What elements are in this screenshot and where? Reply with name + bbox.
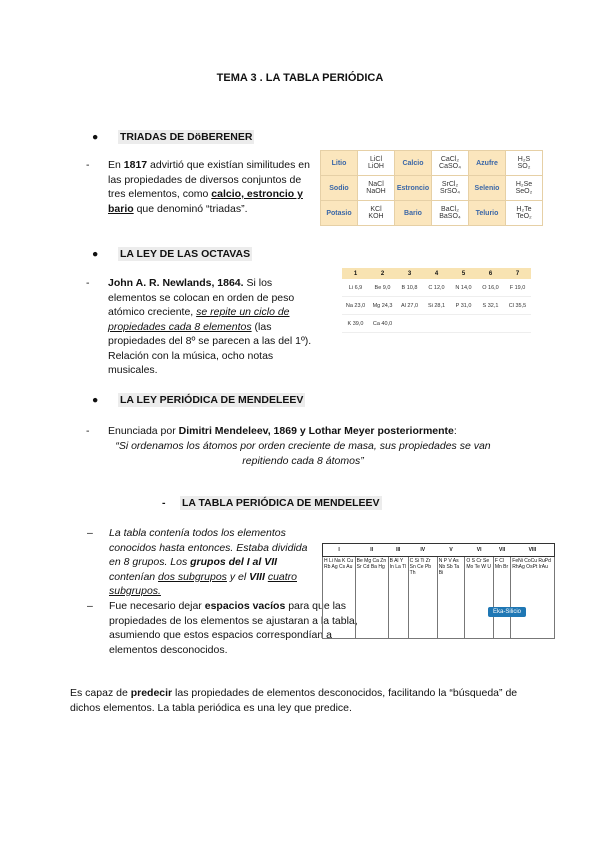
group-1: H Li Na K Cu Rb Ag Cs Au	[323, 557, 356, 639]
table-cell	[477, 315, 504, 333]
table-cell	[396, 315, 423, 333]
table-cell: Mg 24,3	[369, 297, 396, 315]
text: La tabla contenía todos los elementos conocidos hasta entonces. Estaba dividida en 8 grupos. Los	[109, 527, 308, 568]
authors: Dimitri Mendeleev, 1869 y Lothar Meyer posteriormente	[178, 425, 454, 437]
bold: predecir	[130, 687, 173, 699]
group-3: B Al Y In La Tl	[388, 557, 408, 639]
table-cell: Ca 40,0	[369, 315, 396, 333]
closing-paragraph	[70, 686, 530, 715]
column-header: 3	[396, 268, 423, 279]
table-row	[321, 176, 543, 201]
element-name: Calcio	[395, 151, 432, 176]
list-dash: -	[86, 159, 90, 171]
italic-underlined: dos subgrupos	[158, 570, 227, 583]
triads-table	[320, 150, 543, 226]
compound-formulas: SrCl₂ SrSO₄	[432, 176, 469, 201]
text: Si los elementos se colocan en orden de peso atómico creciente,	[108, 277, 295, 318]
table-row	[321, 151, 543, 176]
compound-formulas: LiCl LiOH	[358, 151, 395, 176]
table-row	[342, 315, 531, 333]
mendeleev-table-paragraph-1	[87, 526, 309, 599]
table-cell	[450, 315, 477, 333]
compound-formulas: H₂Se SeO₂	[506, 176, 543, 201]
group-header: I	[323, 544, 356, 557]
text: :	[453, 425, 457, 437]
section-heading-ley-periodica	[92, 394, 305, 406]
heading-text: LA LEY PERIÓDICA DE MENDELEEV	[120, 394, 304, 406]
table-cell: C 12,0	[423, 279, 450, 297]
text: que denominó “triadas”.	[133, 202, 248, 215]
heading-text: TRIADAS DE DöBERENER	[120, 131, 253, 143]
group-header: VIII	[511, 544, 555, 557]
column-header: 6	[477, 268, 504, 279]
table-row	[342, 279, 531, 297]
table-cell: P 31,0	[450, 297, 477, 315]
list-dash: –	[87, 600, 93, 612]
group-2: Be Mg Ca Zn Sr Cd Ba Hg	[355, 557, 388, 639]
heading-text: LA TABLA PERIÓDICA DE MENDELEEV	[182, 497, 380, 509]
element-name: Sodio	[321, 176, 358, 201]
italic-underlined: se repite un ciclo de propiedades cada 8 elementos	[108, 306, 290, 333]
element-name: Bario	[395, 201, 432, 226]
year: 1817	[123, 159, 148, 171]
group-header: II	[355, 544, 388, 557]
column-header: 4	[423, 268, 450, 279]
group-header: VI	[465, 544, 493, 557]
compound-formulas: H₂Te TeO₂	[506, 201, 543, 226]
group-header: VII	[493, 544, 510, 557]
group-5: N P V As Nb Sb Ta Bi	[437, 557, 465, 639]
group-8: FeNi CoCu RuPd RhAg OsPt IrAu	[511, 557, 555, 639]
table-cell: O 16,0	[477, 279, 504, 297]
column-header: 7	[504, 268, 531, 279]
mendeleev-law-paragraph	[86, 424, 528, 439]
text: Fue necesario dejar	[109, 600, 205, 612]
bullet-icon: ●	[92, 248, 99, 260]
mendeleev-table	[322, 543, 555, 639]
author-name: John A. R. Newlands, 1864.	[108, 277, 244, 289]
list-dash: –	[87, 527, 93, 539]
list-dash: -	[162, 497, 166, 509]
bullet-icon: ●	[92, 131, 99, 143]
table-cell: S 32,1	[477, 297, 504, 315]
text: En	[108, 159, 124, 171]
element-name: Potasio	[321, 201, 358, 226]
heading-text: LA LEY DE LAS OCTAVAS	[120, 248, 251, 260]
element-name: Selenio	[469, 176, 506, 201]
eka-silicio-callout: Eka-Silicio	[488, 607, 526, 617]
column-header: 5	[450, 268, 477, 279]
text: para que las propiedades de los elementos se ajustaran a la tabla, asumiendo que estos espacios correspondían a elementos desconocidos.	[109, 600, 358, 656]
table-cell: K 39,0	[342, 315, 369, 333]
bold-italic: VIII	[249, 570, 265, 583]
section-heading-tabla-mendeleev	[162, 497, 382, 509]
table-cell	[504, 315, 531, 333]
table-cell: Li 6,9	[342, 279, 369, 297]
group-header: IV	[408, 544, 437, 557]
text: contenían	[109, 570, 159, 583]
text: Enunciada por	[108, 425, 179, 437]
column-header: 2	[369, 268, 396, 279]
page-title: TEMA 3 . LA TABLA PERIÓDICA	[216, 72, 384, 84]
table-row	[342, 297, 531, 315]
table-cell: F 19,0	[504, 279, 531, 297]
compound-formulas: BaCl₂ BaSO₄	[432, 201, 469, 226]
list-dash: -	[86, 277, 90, 289]
bold: espacios vacíos	[204, 600, 286, 612]
table-cell	[423, 315, 450, 333]
table-cell: Al 27,0	[396, 297, 423, 315]
octaves-table	[342, 268, 531, 333]
text: y el	[226, 570, 250, 583]
element-name: Estroncio	[395, 176, 432, 201]
table-cell: Cl 35,5	[504, 297, 531, 315]
table-cell: B 10,8	[396, 279, 423, 297]
text: (las propiedades del 8º se parecen a las del 1º). Relación con la música, ocho notas musicales.	[108, 320, 312, 376]
list-dash: -	[86, 425, 90, 437]
table-cell: N 14,0	[450, 279, 477, 297]
element-name: Azufre	[469, 151, 506, 176]
text: Es capaz de	[70, 687, 131, 699]
section-heading-triadas	[92, 131, 254, 143]
table-cell: Na 23,0	[342, 297, 369, 315]
text: advirtió que existían similitudes en las propiedades de diversos conjuntos de tres elementos, como	[108, 159, 310, 200]
compound-formulas: H₂S SO₂	[506, 151, 543, 176]
column-header: 1	[342, 268, 369, 279]
text: las propiedades de elementos desconocidos, facilitando la “búsqueda” de dichos elementos. La tabla periódica es una ley que predice.	[70, 687, 518, 714]
group-6: O S Cr Se Mo Te W U	[465, 557, 493, 639]
element-name: Telurio	[469, 201, 506, 226]
group-7: F Cl Mn Br	[493, 557, 510, 639]
compound-formulas: NaCl NaOH	[358, 176, 395, 201]
bold-italic: grupos del I al VII	[190, 556, 278, 568]
group-header: III	[388, 544, 408, 557]
compound-formulas: KCl KOH	[358, 201, 395, 226]
bullet-icon: ●	[92, 394, 99, 406]
elements-underlined: calcio, estroncio y bario	[108, 188, 303, 215]
group-4: C Si Ti Zr Sn Ce Pb Th	[408, 557, 437, 639]
group-header: V	[437, 544, 465, 557]
element-name: Litio	[321, 151, 358, 176]
compound-formulas: CaCl₂ CaSO₄	[432, 151, 469, 176]
table-row	[321, 201, 543, 226]
law-quote: “Si ordenamos los átomos por orden creciente de masa, sus propiedades se van repitiendo cada 8 átomos”	[115, 440, 491, 467]
section-heading-octavas	[92, 248, 252, 260]
octavas-paragraph	[86, 276, 323, 378]
table-cell: Si 28,1	[423, 297, 450, 315]
italic-underlined: cuatro subgrupos.	[109, 570, 297, 597]
triadas-paragraph	[86, 158, 313, 216]
table-cell: Be 9,0	[369, 279, 396, 297]
